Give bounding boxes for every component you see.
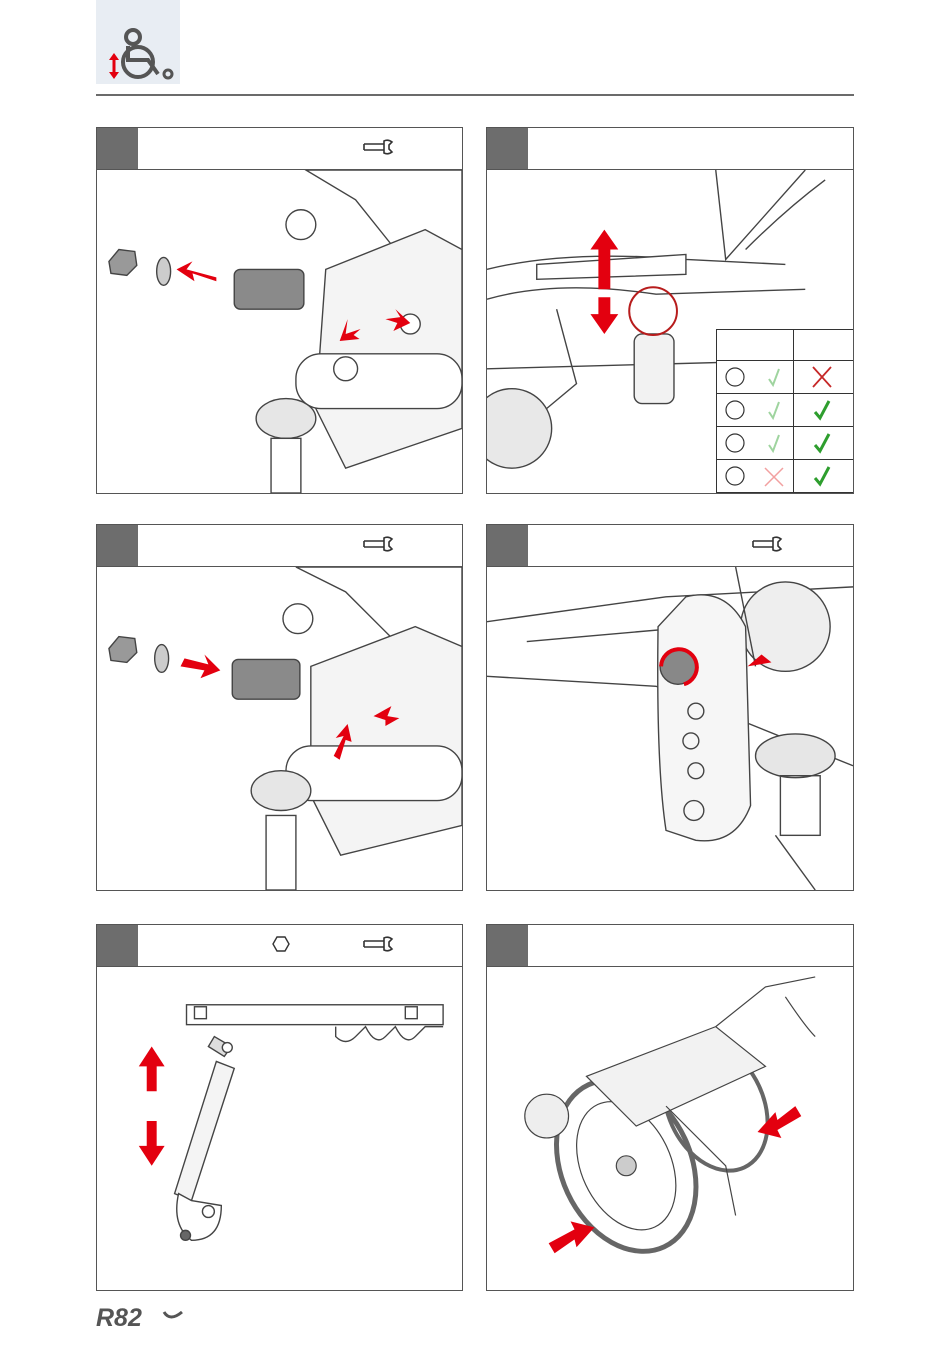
step-header bbox=[97, 525, 462, 567]
step-number-box bbox=[487, 128, 528, 169]
wrench-icon bbox=[362, 138, 396, 156]
check-icon bbox=[815, 434, 829, 451]
r82-logo-mark bbox=[96, 1302, 188, 1328]
step-header bbox=[97, 128, 462, 170]
step-illustration bbox=[487, 967, 853, 1290]
compatibility-table bbox=[716, 329, 854, 493]
wheelchair-height-adjust-icon bbox=[96, 0, 180, 84]
wrench-icon bbox=[362, 935, 396, 953]
r82-logo bbox=[96, 1302, 188, 1333]
check-icon bbox=[769, 369, 779, 385]
step-panel-adjust-frame-height bbox=[96, 924, 463, 1291]
cross-icon bbox=[765, 468, 783, 486]
step-header bbox=[487, 925, 853, 967]
step-number-box bbox=[97, 925, 138, 966]
wrench-icon bbox=[751, 535, 785, 553]
check-icon bbox=[815, 467, 829, 484]
check-icon bbox=[769, 435, 779, 451]
step-panel-remove-axle-sleeve bbox=[96, 127, 463, 494]
step-panel-insert-axle-sleeve bbox=[96, 524, 463, 891]
table-row-1-circle bbox=[726, 368, 744, 386]
step-header bbox=[97, 925, 462, 967]
table-row-3-circle bbox=[726, 434, 744, 452]
header-icon-box bbox=[96, 0, 180, 84]
check-icon bbox=[815, 401, 829, 418]
step-number-box bbox=[97, 128, 138, 169]
step-panel-height-position-check bbox=[486, 127, 854, 494]
table-marks bbox=[717, 361, 853, 492]
table-row-2-circle bbox=[726, 401, 744, 419]
wrench-icon bbox=[362, 535, 396, 553]
check-icon bbox=[769, 402, 779, 418]
step-illustration bbox=[487, 567, 853, 890]
cross-icon bbox=[813, 367, 831, 387]
step-number-box bbox=[487, 925, 528, 966]
step-header bbox=[487, 128, 853, 170]
step-illustration bbox=[97, 967, 462, 1290]
hex-key-icon bbox=[272, 935, 290, 953]
step-illustration bbox=[97, 567, 462, 890]
step-number-box bbox=[487, 525, 528, 566]
header-rule bbox=[96, 94, 854, 96]
svg-text:R82: R82 bbox=[96, 1304, 142, 1328]
step-number-box bbox=[97, 525, 138, 566]
step-panel-mount-rear-wheels bbox=[486, 924, 854, 1291]
step-header bbox=[487, 525, 853, 567]
step-illustration bbox=[97, 170, 462, 493]
table-row-4-circle bbox=[726, 467, 744, 485]
step-panel-rotate-axle-plate bbox=[486, 524, 854, 891]
